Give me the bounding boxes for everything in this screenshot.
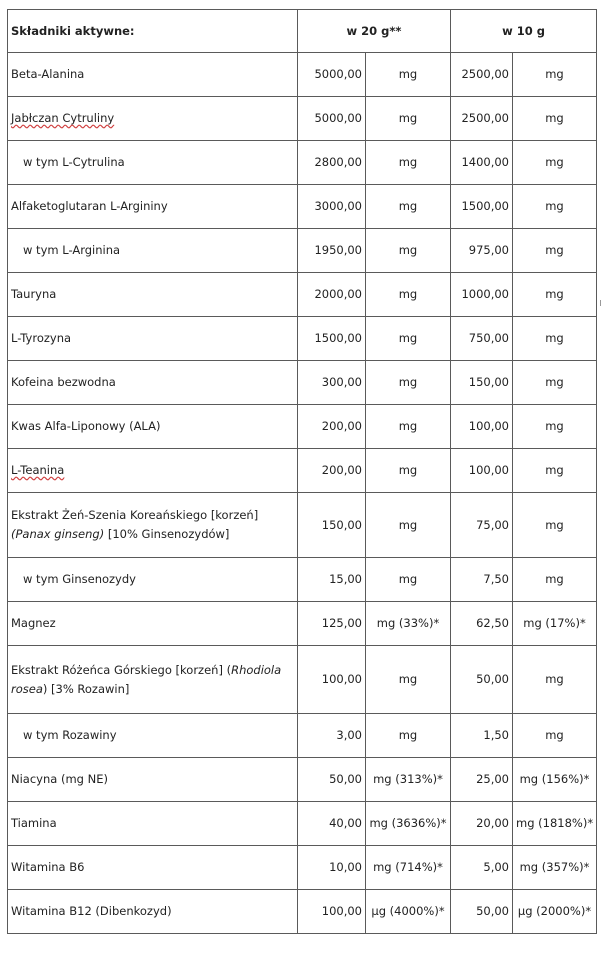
ingredient-name-rest: [10% Ginsenozydów] [104, 527, 230, 541]
ingredient-name: Tiamina [8, 802, 298, 846]
unit-20g: mg [366, 273, 451, 317]
amount-20g: 300,00 [298, 361, 366, 405]
unit-10g: mg [513, 493, 597, 558]
amount-10g: 7,50 [451, 558, 513, 602]
unit-20g: mg [366, 646, 451, 714]
ingredient-name: L-Teanina [8, 449, 298, 493]
amount-20g: 40,00 [298, 802, 366, 846]
unit-10g: mg [513, 558, 597, 602]
table-row [8, 317, 597, 361]
ingredient-name: L-Tyrozyna [8, 317, 298, 361]
unit-20g: mg [366, 714, 451, 758]
table-row [8, 758, 597, 802]
ingredient-name: Witamina B12 (Dibenkozyd) [8, 890, 298, 934]
unit-20g: mg [366, 185, 451, 229]
amount-20g: 15,00 [298, 558, 366, 602]
unit-20g: mg [366, 229, 451, 273]
unit-20g: mg [366, 141, 451, 185]
amount-20g: 2000,00 [298, 273, 366, 317]
amount-20g: 150,00 [298, 493, 366, 558]
amount-10g: 75,00 [451, 493, 513, 558]
table-row [8, 449, 597, 493]
amount-10g: 1500,00 [451, 185, 513, 229]
unit-10g: mg [513, 273, 597, 317]
unit-10g: mg (357%)* [513, 846, 597, 890]
ingredient-name-prefix: Ekstrakt Różeńca Górskiego [korzeń] ( [11, 662, 232, 677]
unit-10g: mg [513, 53, 597, 97]
header-per-10g: w 10 g [451, 10, 597, 53]
amount-10g: 975,00 [451, 229, 513, 273]
unit-20g: mg (33%)* [366, 602, 451, 646]
amount-10g: 2500,00 [451, 53, 513, 97]
header-per-20g: w 20 g** [298, 10, 451, 53]
table-row [8, 97, 597, 141]
ingredient-name: w tym L-Cytrulina [8, 141, 298, 185]
amount-20g: 3,00 [298, 714, 366, 758]
amount-20g: 5000,00 [298, 53, 366, 97]
amount-10g: 100,00 [451, 449, 513, 493]
amount-10g: 62,50 [451, 602, 513, 646]
table-row [8, 802, 597, 846]
unit-10g: mg [513, 646, 597, 714]
unit-10g: mg (17%)* [513, 602, 597, 646]
amount-20g: 10,00 [298, 846, 366, 890]
ingredient-name: Beta-Alanina [8, 53, 298, 97]
table-row [8, 53, 597, 97]
unit-20g: mg [366, 405, 451, 449]
unit-10g: mg [513, 405, 597, 449]
amount-20g: 125,00 [298, 602, 366, 646]
unit-10g: mg [513, 185, 597, 229]
unit-10g: mg [513, 141, 597, 185]
ingredient-name: w tym Ginsenozydy [8, 558, 298, 602]
amount-20g: 50,00 [298, 758, 366, 802]
ingredient-name [8, 493, 298, 558]
table-row [8, 646, 597, 714]
unit-10g: mg [513, 229, 597, 273]
edge-tick-divider [600, 300, 601, 306]
ingredient-name-rest: ) [3% Rozawin] [42, 681, 130, 696]
ingredient-name: Tauryna [8, 273, 298, 317]
amount-10g: 1,50 [451, 714, 513, 758]
amount-20g: 200,00 [298, 449, 366, 493]
unit-20g: mg (714%)* [366, 846, 451, 890]
amount-10g: 50,00 [451, 890, 513, 934]
ingredient-name: Witamina B6 [8, 846, 298, 890]
table-row [8, 141, 597, 185]
ingredient-name: Magnez [8, 602, 298, 646]
amount-20g: 100,00 [298, 646, 366, 714]
unit-20g: µg (4000%)* [366, 890, 451, 934]
unit-20g: mg [366, 97, 451, 141]
ingredient-name: Jabłczan Cytruliny [8, 97, 298, 141]
amount-10g: 25,00 [451, 758, 513, 802]
nutrition-table [7, 9, 597, 934]
header-row [8, 10, 597, 53]
unit-10g: mg [513, 449, 597, 493]
table-row [8, 361, 597, 405]
table-row [8, 890, 597, 934]
amount-20g: 200,00 [298, 405, 366, 449]
amount-10g: 50,00 [451, 646, 513, 714]
unit-10g: mg (1818%)* [513, 802, 597, 846]
unit-10g: µg (2000%)* [513, 890, 597, 934]
unit-20g: mg [366, 558, 451, 602]
ingredient-name [8, 646, 298, 714]
amount-10g: 1000,00 [451, 273, 513, 317]
unit-20g: mg (313%)* [366, 758, 451, 802]
amount-10g: 150,00 [451, 361, 513, 405]
unit-20g: mg [366, 361, 451, 405]
amount-10g: 100,00 [451, 405, 513, 449]
table-row [8, 229, 597, 273]
amount-10g: 5,00 [451, 846, 513, 890]
table-row [8, 558, 597, 602]
table-row [8, 185, 597, 229]
unit-20g: mg [366, 449, 451, 493]
amount-10g: 20,00 [451, 802, 513, 846]
ingredient-name: Kwas Alfa-Liponowy (ALA) [8, 405, 298, 449]
ingredient-name: Niacyna (mg NE) [8, 758, 298, 802]
unit-10g: mg (156%)* [513, 758, 597, 802]
ingredient-name: w tym L-Arginina [8, 229, 298, 273]
unit-10g: mg [513, 361, 597, 405]
ingredient-latin-name: (Panax ginseng) [11, 527, 105, 541]
amount-10g: 2500,00 [451, 97, 513, 141]
amount-20g: 1950,00 [298, 229, 366, 273]
table-row [8, 602, 597, 646]
table-row [8, 493, 597, 558]
header-active-ingredients: Składniki aktywne: [8, 10, 298, 53]
amount-20g: 2800,00 [298, 141, 366, 185]
amount-20g: 100,00 [298, 890, 366, 934]
amount-20g: 1500,00 [298, 317, 366, 361]
unit-10g: mg [513, 714, 597, 758]
unit-20g: mg [366, 317, 451, 361]
table-row [8, 846, 597, 890]
amount-20g: 3000,00 [298, 185, 366, 229]
table-row [8, 714, 597, 758]
table-row [8, 405, 597, 449]
ingredient-name: Kofeina bezwodna [8, 361, 298, 405]
unit-10g: mg [513, 97, 597, 141]
ingredient-name: Alfaketoglutaran L-Argininy [8, 185, 298, 229]
unit-20g: mg (3636%)* [366, 802, 451, 846]
amount-20g: 5000,00 [298, 97, 366, 141]
amount-10g: 1400,00 [451, 141, 513, 185]
unit-10g: mg [513, 317, 597, 361]
unit-20g: mg [366, 53, 451, 97]
ingredient-latin-name: Rhodiola rosea [11, 662, 282, 696]
unit-20g: mg [366, 493, 451, 558]
ingredient-name-line1: Ekstrakt Żeń-Szenia Koreańskiego [korzeń] [11, 508, 259, 522]
amount-10g: 750,00 [451, 317, 513, 361]
table-row [8, 273, 597, 317]
ingredient-name: w tym Rozawiny [8, 714, 298, 758]
